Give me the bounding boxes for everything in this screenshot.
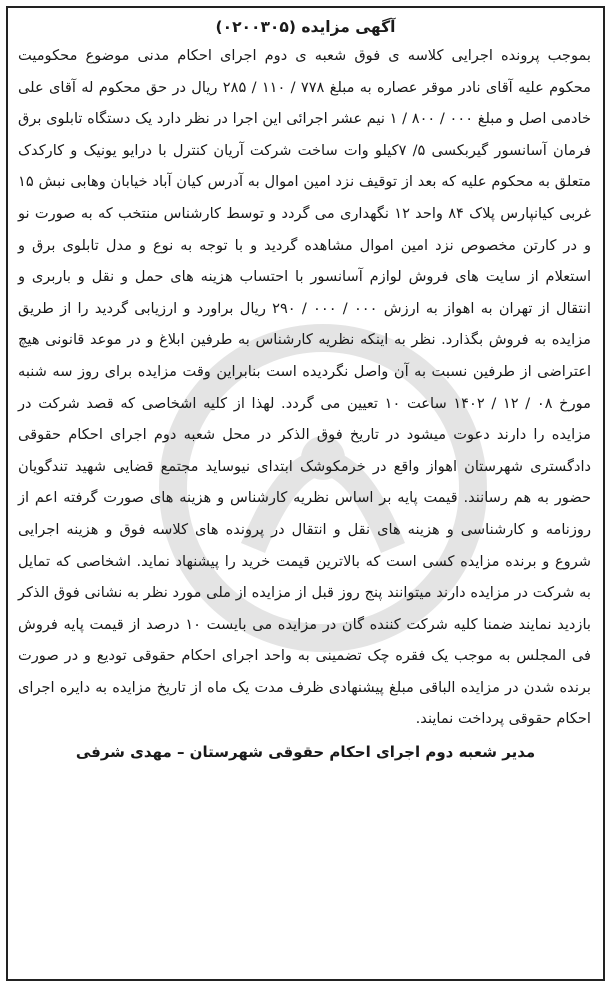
notice-signature: مدیر شعبه دوم اجرای احکام حقوقی شهرستان – مهدی شرفی (75, 743, 536, 762)
notice-frame (6, 6, 605, 981)
notice-body: بموجب پرونده اجرایی کلاسه ی فوق شعبه ی دوم اجرای احکام مدنی موضوع محکومیت محکوم علیه آقای نادر موقر عصاره به مبلغ ۷۷۸ / ۱۱۰ / ۲۸۵ ریال در حق محکوم له آقای علی خادمی اصل و مبلغ ۰۰۰ / ۸۰۰ / ۱ نیم عشر اجرائی این اجرا در نظر دارد یک دستگاه تابلوی برق فرمان آسانسور گیربکسی ۵/ ۷کیلو وات ساخت شرکت آریان کنترل با درایو یونیک و کارکدک متعلق به محکوم علیه که بعد از توقیف نزد امین اموال به آدرس کیان آباد خیابان وهابی نبش ۱۵ غربی کیانپارس پلاک ۸۴ واحد ۱۲ نگهداری می گردد و توسط کارشناس منتخب که به صورت نو و در کارتن مخصوص نزد امین اموال مشاهده گردید و با توجه به نوع و مدل تابلوی برق و استعلام از سایت های فروش لوازم آسانسور با احتساب هزینه های حمل و نقل و باربری و انتقال از تهران به اهواز به ارزش ۰۰۰ / ۰۰۰ / ۲۹۰ ریال براورد و ارزیابی گردید را از طریق مزایده به فروش بگذارد. نظر به اینکه نظریه کارشناس به طرفین ابلاغ و در موعد قانونی هیچ اعتراضی از طرفین نسبت به آن واصل نگردیده است بنابراین وقت مزایده برای روز سه شنبه مورخ ۰۸ / ۱۲ / ۱۴۰۲ ساعت ۱۰ تعیین می گردد. لهذا از کلیه اشخاصی که قصد شرکت در مزایده را دارند دعوت میشود در تاریخ فوق الذکر در محل شعبه دوم اجرای احکام حقوقی دادگستری شهرستان اهواز واقع در خرمکوشک ابتدای نیوساید مجتمع قضایی شهید تندگویان حضور به هم رسانند. قیمت پایه بر اساس نظریه کارشناس و هزینه های صورت گرفته اعم از روزنامه و کارشناسی و هزینه های نقل و انتقال در پرونده های کلاسه فوق و هزینه اجرایی شروع و برنده مزایده کسی است که بالاترین قیمت خرید را پیشنهاد نماید. اشخاصی که تمایل به شرکت در مزایده دارند میتوانند پنج روز قبل از مزایده از ملی مورد نظر به نشانی فوق الذکر بازدید نمایند ضمنا کلیه شرکت کننده گان در مزایده می بایست ۱۰ درصد از قیمت پایه فروش فی المجلس به موجب یک فقره چک تضمینی به واحد اجرای احکام حقوقی تودیع و در صورت برنده شدن در مزایده الباقی مبلغ پیشنهادی ظرف مدت یک ماه از تاریخ مزایده به دایره اجرای احکام حقوقی پرداخت نمایند. (18, 47, 591, 728)
notice-title: آگهی مزایده (۰۲۰۰۳۰۵) (215, 18, 396, 36)
